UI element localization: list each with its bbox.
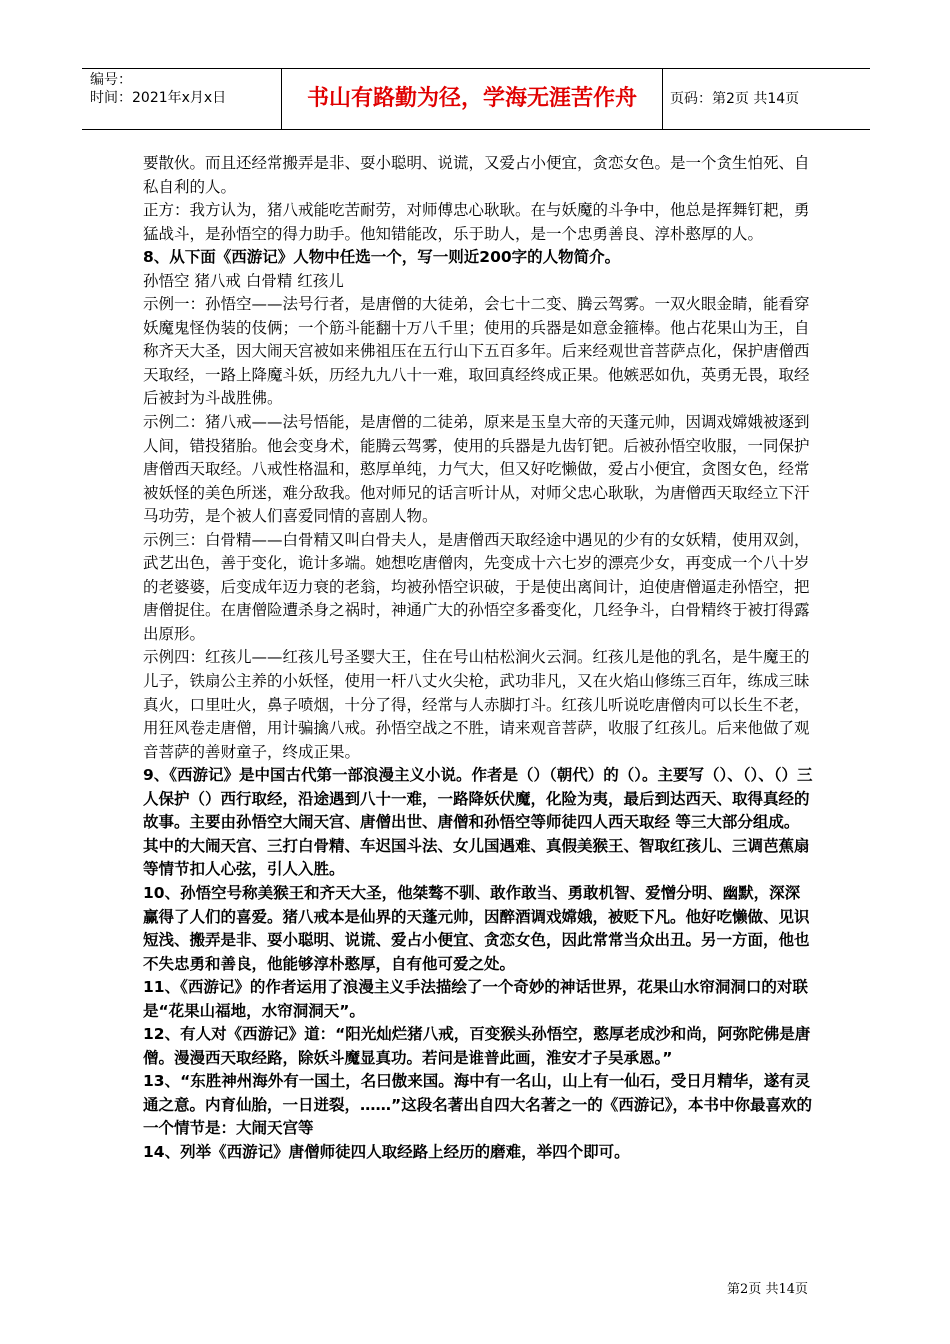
page-header — [82, 68, 870, 130]
question-14: 14、列举《西游记》唐僧师徒四人取经路上经历的磨难，举四个即可。 — [143, 1142, 630, 1161]
header-meta — [82, 69, 282, 129]
question-10: 10、孙悟空号称美猴王和齐天大圣，他桀骜不驯、敢作敢当、勇敢机智、爱憎分明、幽默，深深赢得了人们的喜爱。猪八戒本是仙界的天蓬元帅，因醉酒调戏嫦娥，被贬下凡。他好吃懒做、见识短浅、搬弄是非、耍小聪明、说谎、爱占小便宜、贪恋女色，因此常常当众出丑。另一方面，他也不失忠勇和善良，他能够淳朴憨厚，自有他可爱之处。 — [143, 883, 810, 973]
question-13: 13、“东胜神州海外有一国土，名曰傲来国。海中有一名山，山上有一仙石，受日月精华，遂有灵通之意。内育仙胎，一日迸裂，……”这段名著出自四大名著之一的《西游记》，本书中你最喜欢的一个情节是：大闹天宫等 — [143, 1072, 812, 1138]
example-3: 示例三：白骨精——白骨精又叫白骨夫人，是唐僧西天取经途中遇见的少有的女妖精，使用双剑，武艺出色，善于变化，诡计多端。她想吃唐僧肉，先变成十六七岁的漂亮少女，再变成一个八十岁的老婆婆，后变成年迈力衰的老翁，均被孙悟空识破，于是使出离间计，迫使唐僧逼走孙悟空，把唐僧捉住。在唐僧险遭杀身之祸时，神通广大的孙悟空多番变化，几经争斗，白骨精终于被打得露出原形。 — [143, 530, 810, 643]
page-footer: 第2页 共14页 — [727, 1282, 808, 1297]
example-1: 示例一：孙悟空——法号行者，是唐僧的大徒弟，会七十二变、腾云驾雾。一双火眼金睛，能看穿妖魔鬼怪伪装的伎俩；一个筋斗能翻十万八千里；使用的兵器是如意金箍棒。他占花果山为王，自称齐天大圣，因大闹天宫被如来佛祖压在五行山下五百多年。后来经观世音菩萨点化，保护唐僧西天取经，一路上降魔斗妖，历经九九八十一难，取回真经终成正果。他嫉恶如仇，英勇无畏，取经后被封为斗战胜佛。 — [143, 295, 810, 408]
question-12: 12、有人对《西游记》道：“阳光灿烂猪八戒，百变猴头孙悟空，憨厚老成沙和尚，阿弥陀佛是唐僧。漫漫西天取经路，除妖斗魔显真功。若问是谁普此画，淮安才子吴承恩。” — [143, 1025, 811, 1067]
example-4: 示例四：红孩儿——红孩儿号圣婴大王，住在号山枯松涧火云洞。红孩儿是他的乳名，是牛魔王的儿子，铁扇公主养的小妖怪，使用一杆八丈火尖枪，武功非凡，又在火焰山修练三百年，练成三昧真火，口里吐火，鼻子喷烟，十分了得，经常与人赤脚打斗。红孩儿听说吃唐僧肉可以长生不老，用狂风卷走唐僧，用计骗擒八戒。孙悟空战之不胜，请来观音菩萨，收服了红孩儿。后来他做了观音菩萨的善财童子，终成正果。 — [143, 648, 810, 761]
header-page-label: 页码：第2页 共14页 — [670, 91, 800, 107]
paragraph: 要散伙。而且还经常搬弄是非、耍小聪明、说谎，又爱占小便宜，贪恋女色。是一个贪生怕死、自私自利的人。 — [143, 154, 810, 196]
question-8: 8、从下面《西游记》人物中任选一个，写一则近200字的人物简介。 — [143, 248, 621, 267]
time-label: 时间：2021年x月x日 — [90, 90, 227, 106]
example-2: 示例二：猪八戒——法号悟能，是唐僧的二徒弟，原来是玉皇大帝的天蓬元帅，因调戏嫦娥被逐到人间，错投猪胎。他会变身术，能腾云驾雾，使用的兵器是九齿钉钯。后被孙悟空收服，一同保护唐僧西天取经。八戒性格温和，憨厚单纯，力气大，但又好吃懒做，爱占小便宜，贪图女色，经常被妖怪的美色所迷，难分敌我。他对师兄的话言听计从，对师父忠心耿耿，为唐僧西天取经立下汗马功劳，是个被人们喜爱同情的喜剧人物。 — [143, 413, 810, 526]
document-body — [143, 152, 813, 1165]
number-label: 编号： — [90, 72, 132, 88]
question-11: 11、《西游记》的作者运用了浪漫主义手法描绘了一个奇妙的神话世界，花果山水帘洞洞口的对联是“花果山福地，水帘洞洞天”。 — [143, 978, 808, 1020]
question-8-names: 孙悟空 猪八戒 白骨精 红孩儿 — [143, 271, 344, 290]
header-motto: 书山有路勤为径，学海无涯苦作舟 — [282, 69, 663, 129]
question-9: 9、《西游记》是中国古代第一部浪漫主义小说。作者是（）（朝代）的（）。主要写（）、（）、（）三人保护（）西行取经，沿途遇到八十一难，一路降妖伏魔，化险为夷，最后到达西天、取得真经的故事。主要由孙悟空大闹天宫、唐僧出世、唐僧和孙悟空等师徒四人西天取经 等三大部分组成。其中的大闹天宫、三打白骨精、车迟国斗法、女儿国遇难、真假美猴王、智取红孩儿、三调芭蕉扇等情节扣人心弦，引人入胜。 — [143, 766, 813, 879]
paragraph: 正方：我方认为，猪八戒能吃苦耐劳，对师傅忠心耿耿。在与妖魔的斗争中，他总是挥舞钉耙，勇猛战斗，是孙悟空的得力助手。他知错能改，乐于助人，是一个忠勇善良、淳朴憨厚的人。 — [143, 201, 810, 243]
